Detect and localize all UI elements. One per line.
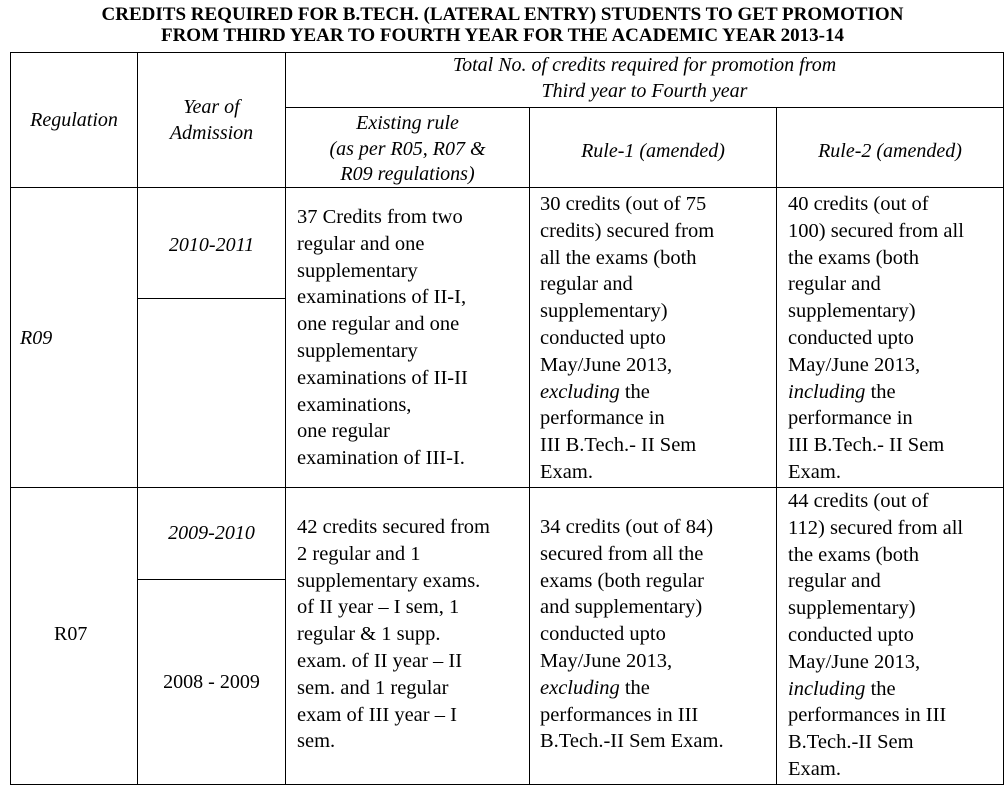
r07-existing-rule-cell: 42 credits secured from 2 regular and 1 supplementary exams. of II year – I sem, 1 regular & 1 supp. exam. of II year – II sem. and 1 regular exam of III year – I sem.: [297, 516, 490, 753]
header-rule-1: Rule-1 (amended): [581, 140, 725, 162]
r07-year-cell-2: 2008 - 2009: [163, 671, 260, 693]
r09-rule-2-text-end: the performance in III B.Tech.- II Sem Exam.: [788, 380, 945, 483]
r09-rule-2-text: 40 credits (out of 100) secured from all the exams (both regular and supplementary) conducted upto May/June 2013,: [788, 193, 964, 376]
r09-year-divider: [137, 298, 285, 299]
header-divider: [285, 107, 1004, 108]
header-rule-2: Rule-2 (amended): [818, 140, 962, 162]
r07-year-cell-1: 2009-2010: [168, 522, 255, 544]
header-existing-rule: Existing rule (as per R05, R07 & R09 regulations): [329, 112, 486, 185]
r07-rule-2-cell: [788, 488, 1002, 783]
r09-regulation-cell: R09: [20, 327, 53, 349]
r09-rule-1-text-end: the performance in III B.Tech.- II Sem Exam.: [540, 380, 697, 483]
header-total-credits: Total No. of credits required for promotion from Third year to Fourth year: [452, 54, 837, 102]
r09-rule-2-cell: [788, 191, 1002, 486]
r07-rule-1-text-end: the performances in III B.Tech.-II Sem Exam.: [540, 676, 724, 753]
r07-regulation-cell: R07: [54, 623, 88, 645]
r09-rule-1-emphasis: excluding: [540, 380, 620, 403]
title-line-1: CREDITS REQUIRED FOR B.TECH. (LATERAL ENTRY) STUDENTS TO GET PROMOTION: [101, 4, 904, 25]
r07-rule-2-emphasis: including: [788, 677, 866, 700]
r07-rule-1-text: 34 credits (out of 84) secured from all the exams (both regular and supplementary) conducted upto May/June 2013,: [540, 516, 714, 672]
title-line-2: FROM THIRD YEAR TO FOURTH YEAR FOR THE ACADEMIC YEAR 2013-14: [160, 25, 845, 46]
r09-year-cell: 2010-2011: [168, 234, 255, 256]
r07-rule-2-text-end: the performances in III B.Tech.-II Sem Exam.: [788, 677, 947, 780]
r07-rule-2-text: 44 credits (out of 112) secured from all the exams (both regular and supplementary) conducted upto May/June 2013,: [788, 490, 964, 673]
header-year-of-admission: Year of Admission: [169, 96, 254, 144]
r09-rule-2-emphasis: including: [788, 380, 866, 403]
header-regulation: Regulation: [30, 109, 118, 131]
r09-rule-1-cell: [540, 191, 775, 486]
r07-year-divider: [137, 579, 285, 580]
r07-rule-1-emphasis: excluding: [540, 676, 620, 699]
table-border-bottom: [10, 784, 1004, 785]
table-border-right: [1003, 52, 1004, 785]
r07-rule-1-cell: [540, 514, 775, 755]
r09-rule-1-text: 30 credits (out of 75 credits) secured from all the exams (both regular and supplementary) conducted upto May/June 2013,: [540, 193, 715, 376]
col-divider-3: [529, 107, 530, 785]
col-divider-4: [776, 107, 777, 785]
table-border-left: [10, 52, 11, 785]
r09-existing-rule-cell: 37 Credits from two regular and one supplementary examinations of II-I, one regular and one supplementary examinations of II-II examinations, one regular examination of III-I.: [297, 206, 468, 470]
